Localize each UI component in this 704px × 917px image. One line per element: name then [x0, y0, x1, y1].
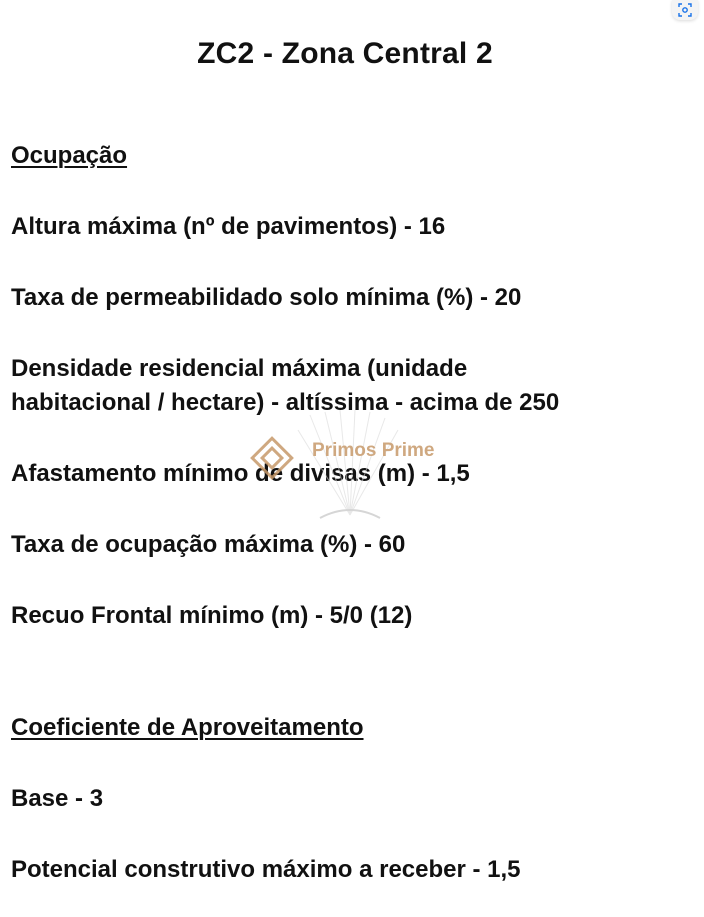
page-title: ZC2 - Zona Central 2: [197, 37, 493, 70]
list-item: Taxa de ocupação máxima (%) - 60: [11, 531, 406, 558]
watermark-brand: Primos Prime: [312, 440, 435, 461]
list-item: Base - 3: [11, 785, 104, 812]
list-item: habitacional / hectare) - altíssima - acima de 250: [11, 389, 560, 416]
list-item: Potencial construtivo máximo a receber - 1,5: [11, 856, 521, 883]
section-heading-coeficiente: Coeficiente de Aproveitamento: [11, 714, 364, 741]
section-heading-ocupacao: Ocupação: [11, 142, 128, 169]
list-item: Afastamento mínimo de divisas (m) - 1,5: [11, 460, 470, 487]
lens-search-icon: [678, 3, 692, 17]
lens-search-button[interactable]: [672, 0, 698, 20]
list-item: Recuo Frontal mínimo (m) - 5/0 (12): [11, 602, 413, 629]
list-item: Densidade residencial máxima (unidade: [11, 355, 468, 382]
list-item: Taxa de permeabilidado solo mínima (%) - 20: [11, 284, 522, 311]
list-item: Altura máxima (nº de pavimentos) - 16: [11, 213, 446, 240]
